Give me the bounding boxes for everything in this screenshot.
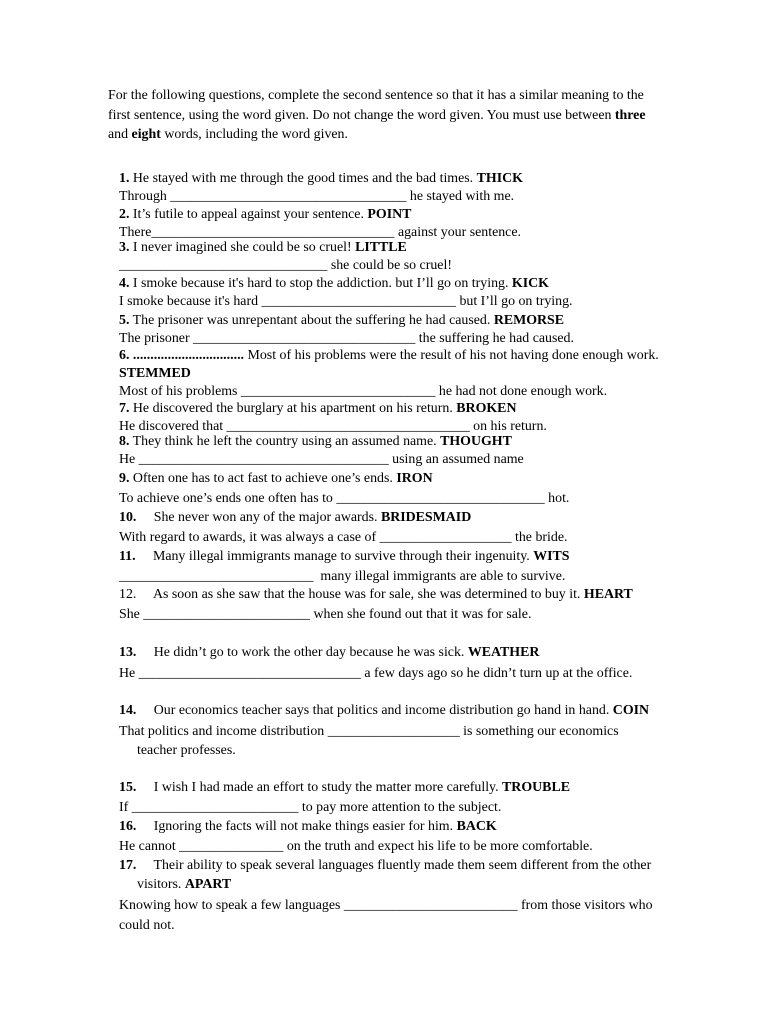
question-14 xyxy=(119,702,659,760)
question-prompt: Ignoring the facts will not make things easier for him. xyxy=(136,819,457,834)
question-number: 4. xyxy=(119,276,130,291)
question-number: 13. xyxy=(119,645,137,660)
question-number: 10. xyxy=(119,510,137,525)
question-prompt: The prisoner was unrepentant about the suffering he had caused. xyxy=(129,313,494,328)
answer-line: ______________________________ she could be so cruel! xyxy=(119,258,452,273)
instructions-text: For the following questions, complete the second sentence so that it has a similar meaning to the first sentence, using the word given. Do not change the word given. You must use between xyxy=(108,88,644,123)
question-9 xyxy=(119,470,659,508)
key-word: THICK xyxy=(476,171,523,186)
question-number: 1. xyxy=(119,171,130,186)
question-prompt: Their ability to speak several languages fluently made them seem different from the other visitors. xyxy=(136,858,655,892)
question-number: 3. xyxy=(119,240,130,255)
key-word: APART xyxy=(184,877,232,892)
key-word: IRON xyxy=(396,471,433,486)
instructions xyxy=(108,86,668,145)
question-prompt: He stayed with me through the good times and the bad times. xyxy=(129,171,477,186)
question-prompt: I never imagined she could be so cruel! xyxy=(129,240,356,255)
question-prompt: As soon as she saw that the house was for sale, she was determined to buy it. xyxy=(136,587,584,602)
question-number: 17. xyxy=(119,858,137,873)
question-number: 14. xyxy=(119,703,137,718)
answer-line: The prisoner ________________________________ the suffering he had caused. xyxy=(119,331,574,346)
key-word: WITS xyxy=(533,549,570,564)
question-prompt: He didn’t go to work the other day because he was sick. xyxy=(136,645,468,660)
answer-line: To achieve one’s ends one often has to ______________________________ hot. xyxy=(119,491,570,506)
instructions-text: words, including the word given. xyxy=(160,127,348,142)
instructions-min-words: three xyxy=(614,107,646,123)
question-16 xyxy=(119,818,659,856)
question-number: 2. xyxy=(119,207,130,222)
key-word: HEART xyxy=(583,587,633,602)
question-number: 7. xyxy=(119,401,130,416)
key-word: TROUBLE xyxy=(502,780,570,795)
answer-line: There___________________________________ against your sentence. xyxy=(119,225,521,240)
key-word: BRIDESMAID xyxy=(380,510,472,525)
question-prompt: It’s futile to appeal against your sentence. xyxy=(129,207,368,222)
question-15 xyxy=(119,779,659,817)
question-5 xyxy=(119,312,659,348)
question-12 xyxy=(119,586,659,624)
answer-line: That politics and income distribution ___________________ is something our economics teacher professes. xyxy=(119,724,619,758)
question-prompt: Most of his problems were the result of his not having done enough work. xyxy=(244,348,659,363)
question-prompt: They think he left the country using an assumed name. xyxy=(129,434,441,449)
question-6 xyxy=(119,347,659,401)
answer-line: I smoke because it's hard ____________________________ but I’ll go on trying. xyxy=(119,294,573,309)
answer-line: ____________________________ many illegal immigrants are able to survive. xyxy=(119,569,566,584)
question-10 xyxy=(119,509,659,547)
key-word: THOUGHT xyxy=(440,434,512,449)
question-number: 12. xyxy=(119,587,137,602)
answer-line: With regard to awards, it was always a case of ___________________ the bride. xyxy=(119,530,568,545)
question-8 xyxy=(119,433,659,469)
answer-line: He discovered that ___________________________________ on his return. xyxy=(119,419,547,434)
answer-line: Through __________________________________ he stayed with me. xyxy=(119,189,515,204)
question-17 xyxy=(119,856,659,936)
answer-line: She ________________________ when she found out that it was for sale. xyxy=(119,607,532,622)
answer-line: Most of his problems ____________________________ he had not done enough work. xyxy=(119,384,608,399)
question-number: 6. ................................ xyxy=(119,348,245,363)
question-prompt: He discovered the burglary at his apartment on his return. xyxy=(129,401,457,416)
question-prompt: I smoke because it's hard to stop the addiction. but I’ll go on trying. xyxy=(129,276,512,291)
question-13 xyxy=(119,644,659,683)
question-prompt: Our economics teacher says that politics and income distribution go hand in hand. xyxy=(136,703,613,718)
key-word: WEATHER xyxy=(467,645,540,660)
answer-line: Knowing how to speak a few languages _________________________ from those visitors who could not. xyxy=(119,898,653,933)
key-word: STEMMED xyxy=(119,366,191,381)
answer-line: If ________________________ to pay more attention to the subject. xyxy=(119,800,502,815)
question-number: 9. xyxy=(119,471,130,486)
key-word: POINT xyxy=(367,207,412,222)
answer-line: He cannot _______________ on the truth and expect his life to be more comfortable. xyxy=(119,839,593,854)
question-number: 16. xyxy=(119,819,137,834)
question-number: 5. xyxy=(119,313,130,328)
question-2 xyxy=(119,206,659,242)
question-prompt: Many illegal immigrants manage to survive through their ingenuity. xyxy=(135,549,534,564)
question-number: 11. xyxy=(119,549,136,564)
question-11 xyxy=(119,548,659,586)
instructions-text: and xyxy=(108,127,132,142)
key-word: BACK xyxy=(456,819,497,834)
question-prompt: She never won any of the major awards. xyxy=(136,510,381,525)
key-word: BROKEN xyxy=(456,401,517,416)
question-prompt: I wish I had made an effort to study the matter more carefully. xyxy=(136,780,503,795)
question-number: 15. xyxy=(119,780,137,795)
question-3 xyxy=(119,239,659,275)
key-word: REMORSE xyxy=(493,313,565,328)
question-prompt: Often one has to act fast to achieve one’s ends. xyxy=(129,471,397,486)
question-1 xyxy=(119,170,659,206)
instructions-max-words: eight xyxy=(131,127,161,142)
question-7 xyxy=(119,400,659,436)
answer-line: He ____________________________________ using an assumed name xyxy=(119,452,524,467)
answer-line: He ________________________________ a few days ago so he didn’t turn up at the office. xyxy=(119,666,633,681)
key-word: KICK xyxy=(511,276,549,291)
question-4 xyxy=(119,275,659,311)
question-number: 8. xyxy=(119,434,130,449)
key-word: COIN xyxy=(612,703,650,718)
key-word: LITTLE xyxy=(355,240,407,255)
